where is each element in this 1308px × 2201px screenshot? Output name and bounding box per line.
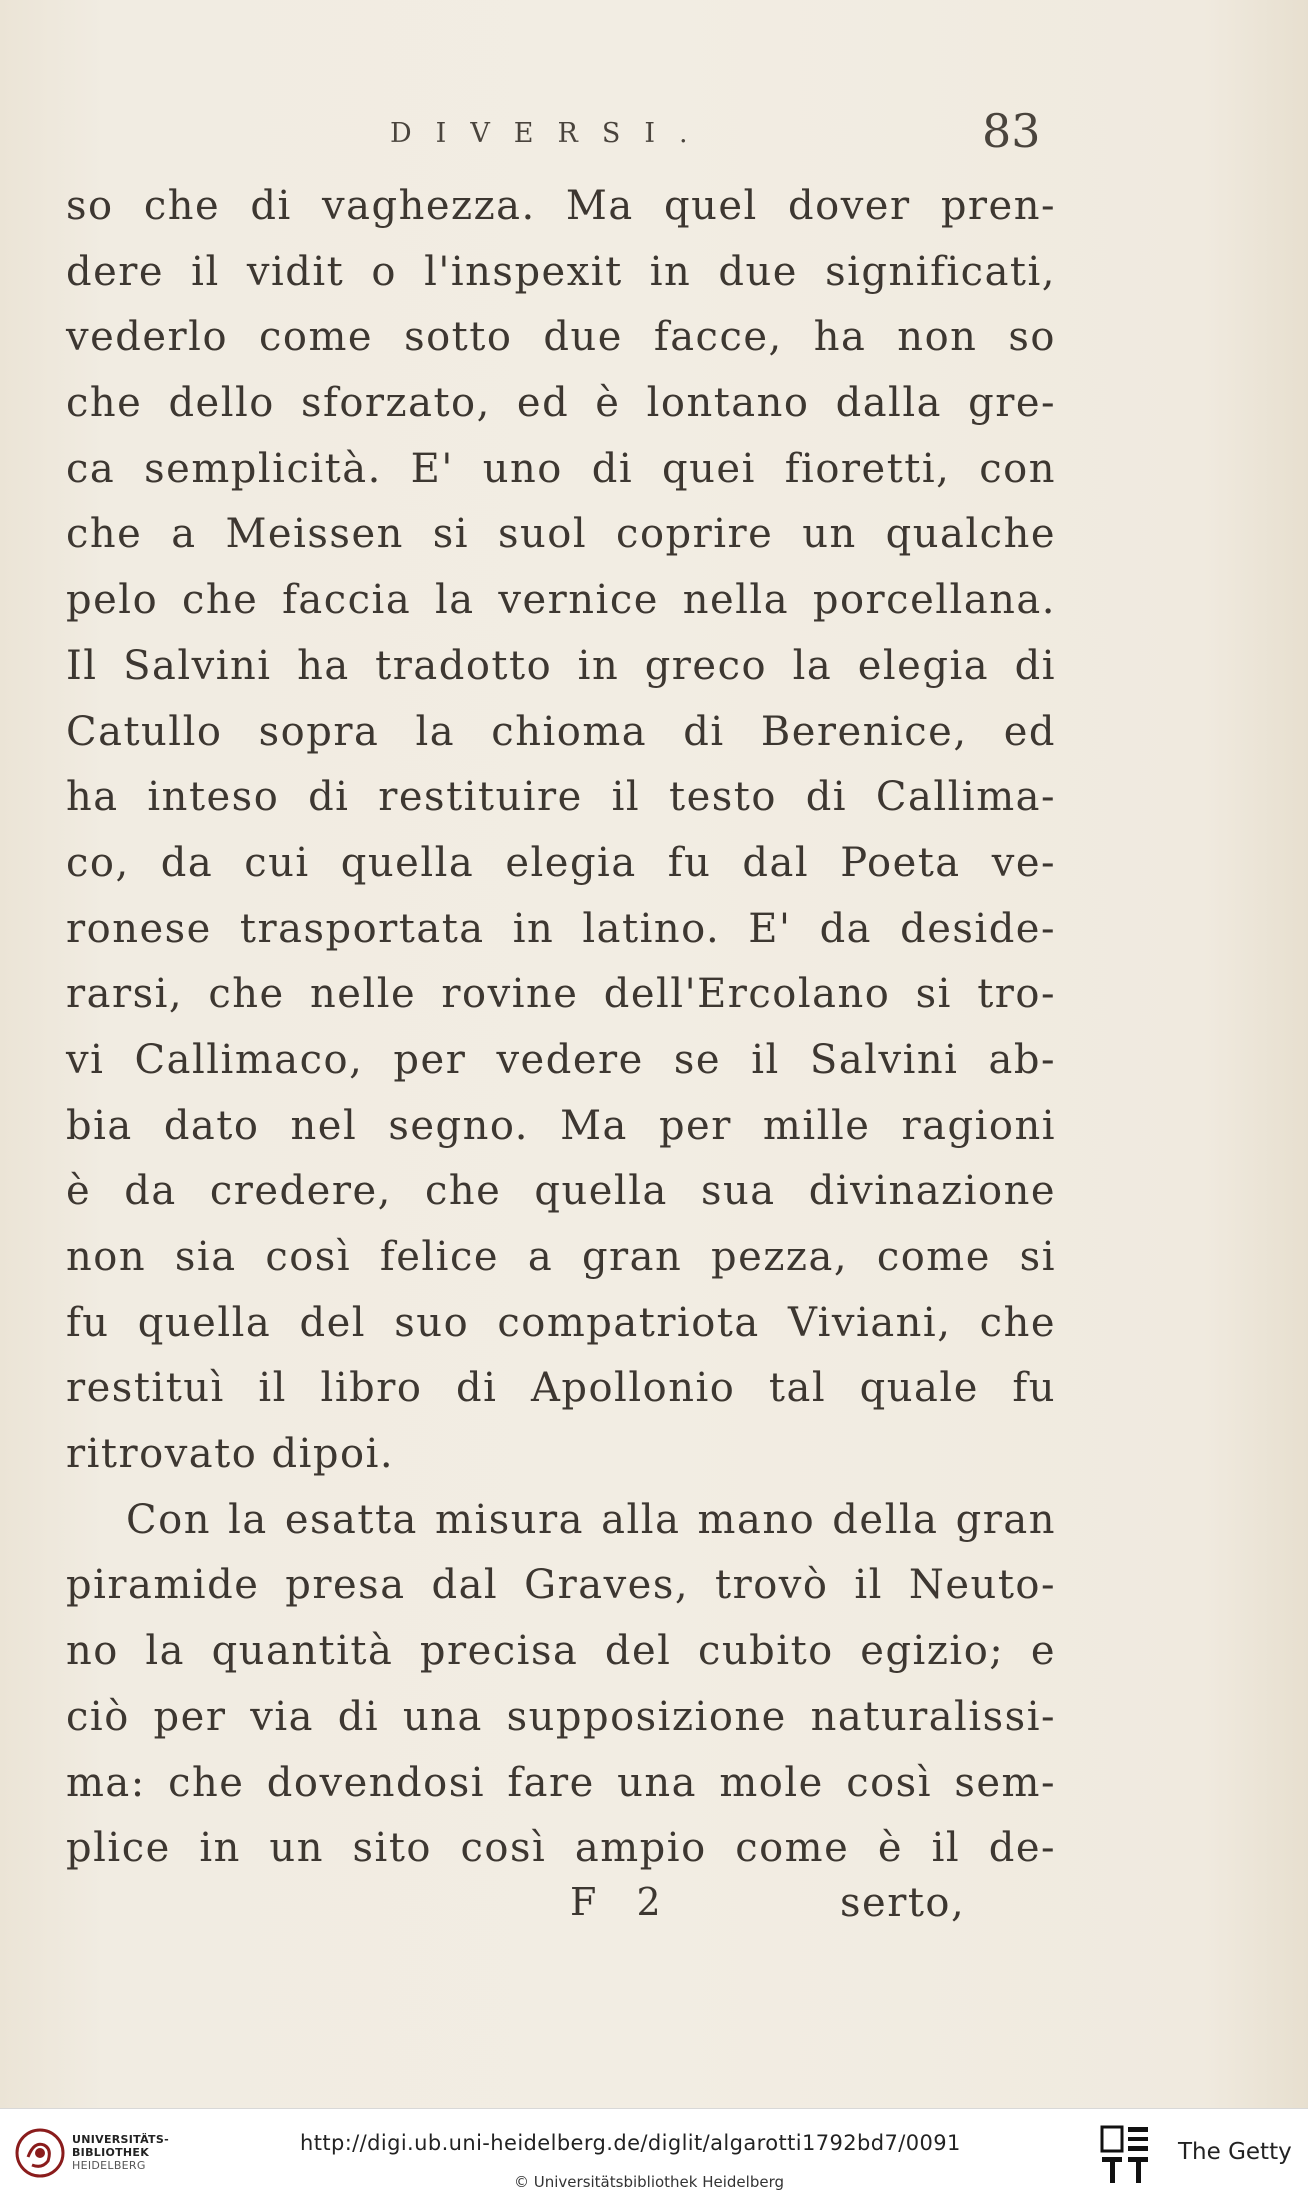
text-line: so che di vaghezza. Ma quel dover pren- <box>66 183 1056 229</box>
getty-name: The Getty <box>1178 2139 1292 2165</box>
text-line: ha inteso di restituire il testo di Callima- <box>66 774 1056 821</box>
text-line: è da credere, che quella sua divinazione <box>66 1168 1056 1215</box>
text-line: ma: che dovendosi fare una mole così sem- <box>66 1759 1056 1806</box>
paragraph-first-line: Con la esatta misura alla mano della gran <box>126 1496 1056 1543</box>
text-line: non sia così felice a gran pezza, come si <box>66 1234 1056 1280</box>
signature-mark: F 2 <box>570 1880 675 1924</box>
text-line: dere il vidit o l'inspexit in due significati, <box>66 248 1056 295</box>
permalink-url[interactable]: http://digi.ub.uni-heidelberg.de/diglit/algarotti1792bd7/0091 <box>300 2131 961 2155</box>
text-line: rarsi, che nelle rovine dell'Ercolano si tro- <box>66 971 1056 1018</box>
body-text <box>66 174 1056 1882</box>
library-seal-icon <box>14 2127 66 2179</box>
copyright-notice: © Universitätsbibliothek Heidelberg <box>514 2173 785 2191</box>
text-line: che dello sforzato, ed è lontano dalla gre- <box>66 380 1056 427</box>
text-line: plice in un sito così ampio come è il de- <box>66 1825 1056 1872</box>
text-line: Catullo sopra la chioma di Berenice, ed <box>66 708 1056 755</box>
text-line: co, da cui quella elegia fu dal Poeta ve- <box>66 839 1056 886</box>
university-library-logo[interactable] <box>14 2123 174 2187</box>
text-line: piramide presa dal Graves, trovò il Neuto- <box>66 1562 1056 1609</box>
page-footer <box>66 1880 1056 1950</box>
text-line: vederlo come sotto due facce, ha non so <box>66 314 1056 361</box>
text-line: fu quella del suo compatriota Viviani, che <box>66 1299 1056 1346</box>
text-line: Il Salvini ha tradotto in greco la elegia di <box>66 642 1056 689</box>
text-line: bia dato nel segno. Ma per mille ragioni <box>66 1102 1056 1149</box>
text-line: no la quantità precisa del cubito egizio; e <box>66 1628 1056 1675</box>
library-name: UNIVERSITÄTS- BIBLIOTHEK HEIDELBERG <box>72 2133 169 2172</box>
text-line: vi Callimaco, per vedere se il Salvini ab- <box>66 1036 1056 1083</box>
page-number: 83 <box>982 104 1041 158</box>
text-line: ca semplicità. E' uno di quei fioretti, con <box>66 445 1056 492</box>
text-line: ciò per via di una supposizione naturalissi- <box>66 1693 1056 1740</box>
getty-logo-icon[interactable] <box>1100 2125 1152 2187</box>
text-line: pelo che faccia la vernice nella porcellana. <box>66 577 1056 624</box>
running-head: DIVERSI. <box>390 118 712 149</box>
text-line: che a Meissen si suol coprire un qualche <box>66 511 1056 558</box>
text-line: ritrovato dipoi. <box>66 1431 395 1478</box>
text-line: ronese trasportata in latino. E' da deside- <box>66 905 1056 952</box>
digitization-footer <box>0 2108 1308 2201</box>
text-line: restituì il libro di Apollonio tal quale fu <box>66 1365 1056 1412</box>
catchword: serto, <box>840 1880 966 1926</box>
